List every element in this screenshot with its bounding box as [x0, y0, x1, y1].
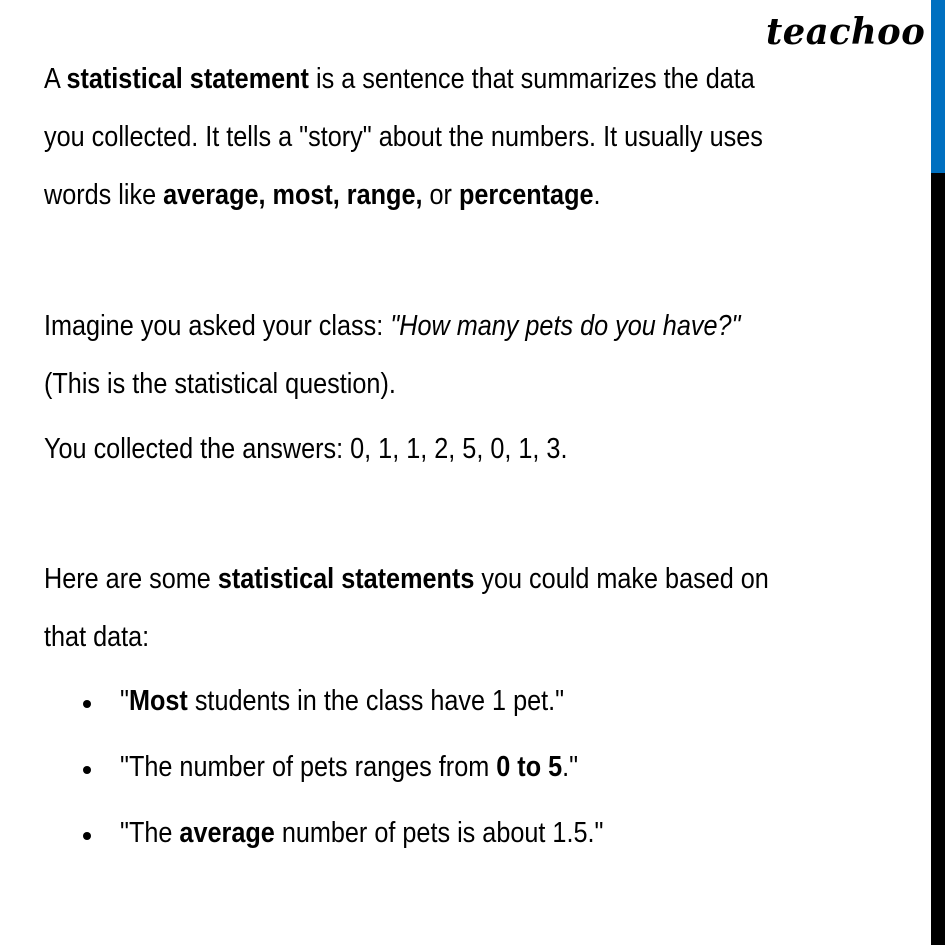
teachoo-logo: teachoo	[766, 11, 926, 53]
keywords: average, most, range,	[163, 179, 423, 211]
side-accent-bar-black	[931, 173, 945, 945]
statements-intro-line-2: that data:	[44, 621, 150, 653]
bullet-icon	[83, 766, 91, 774]
definition-line-1: A statistical statement is a sentence that summarizes the data	[44, 63, 755, 95]
statistical-question: "How many pets do you have?"	[390, 310, 741, 342]
side-accent-bar-blue	[931, 0, 945, 173]
term-statistical-statements: statistical statements	[217, 563, 475, 595]
definition-line-2: you collected. It tells a "story" about the numbers. It usually uses	[44, 121, 763, 153]
bullet-icon	[83, 832, 91, 840]
definition-line-3: words like average, most, range, or percentage.	[44, 179, 601, 211]
example-line-1: Imagine you asked your class: "How many pets do you have?"	[44, 310, 741, 342]
bullet-icon	[83, 700, 91, 708]
statements-intro-line-1: Here are some statistical statements you could make based on	[44, 563, 769, 595]
example-line-3-data: You collected the answers: 0, 1, 1, 2, 5, 0, 1, 3.	[44, 433, 568, 465]
term-statistical-statement: statistical statement	[66, 63, 309, 95]
keyword-percentage: percentage	[458, 179, 594, 211]
example-line-2: (This is the statistical question).	[44, 368, 396, 400]
